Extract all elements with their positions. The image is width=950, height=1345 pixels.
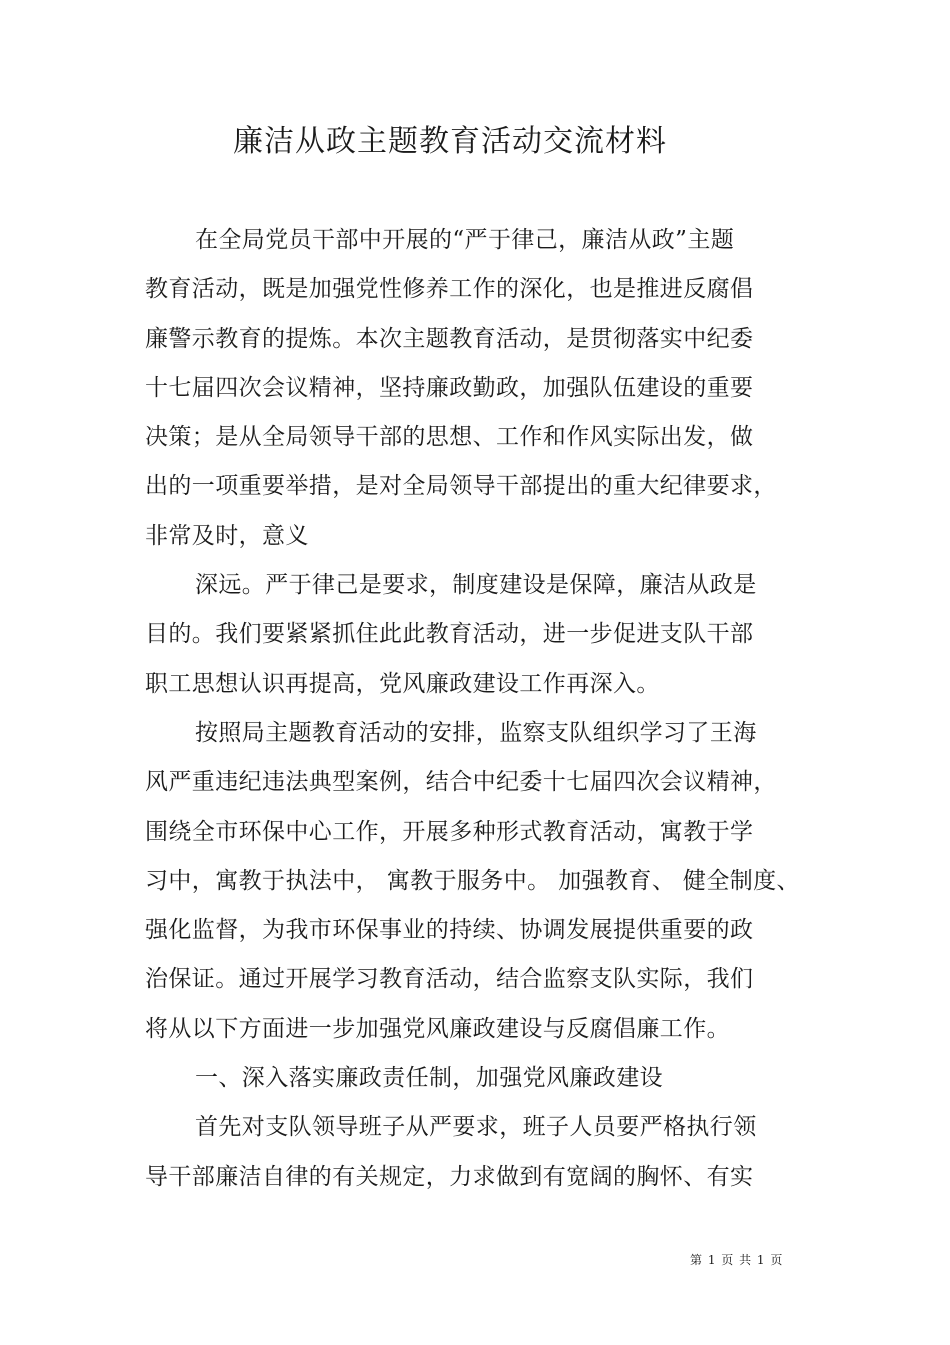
text-line-14: 习中，寓教于执法中， 寓教于服务中。 加强教育、 健全制度、 — [145, 867, 800, 894]
text-line-4: 十七届四次会议精神，坚持廉政勤政，加强队伍建设的重要 — [145, 374, 754, 401]
text-line-2: 教育活动，既是加强党性修养工作的深化，也是推进反腐倡 — [145, 276, 754, 303]
text-line-11: 按照局主题教育活动的安排，监察支队组织学习了王海 — [195, 719, 757, 746]
text-line-16: 治保证。通过开展学习教育活动，结合监察支队实际，我们 — [145, 966, 754, 993]
text-line-17: 将从以下方面进一步加强党风廉政建设与反腐倡廉工作。 — [145, 1015, 730, 1042]
text-line-12: 风严重违纪违法典型案例，结合中纪委十七届四次会议精神， — [145, 769, 777, 796]
page-number-footer: 第 1 页 共 1 页 — [690, 1253, 784, 1267]
document-title: 廉洁从政主题教育活动交流材料 — [233, 124, 667, 159]
text-line-15: 强化监督，为我市环保事业的持续、协调发展提供重要的政 — [145, 917, 754, 944]
text-line-7: 非常及时，意义 — [145, 522, 309, 549]
text-line-3: 廉警示教育的提炼。本次主题教育活动，是贯彻落实中纪委 — [145, 325, 754, 352]
document-body — [145, 222, 800, 1208]
text-line-20: 导干部廉洁自律的有关规定，力求做到有宽阔的胸怀、有实 — [145, 1163, 754, 1190]
text-line-5: 决策；是从全局领导干部的思想、工作和作风实际出发，做 — [145, 424, 754, 451]
text-line-1: 在全局党员干部中开展的“严于律己，廉洁从政”主题 — [195, 227, 735, 253]
text-line-13: 围绕全市环保中心工作，开展多种形式教育活动，寓教于学 — [145, 818, 754, 845]
text-line-6: 出的一项重要举措，是对全局领导干部提出的重大纪律要求， — [145, 473, 777, 500]
text-line-10: 职工思想认识再提高，党风廉政建设工作再深入。 — [145, 670, 660, 697]
text-line-8: 深远。严于律己是要求，制度建设是保障，廉洁从政是 — [195, 572, 757, 599]
text-line-19: 首先对支队领导班子从严要求，班子人员要严格执行领 — [195, 1114, 757, 1141]
section-heading: 一、深入落实廉政责任制，加强党风廉政建设 — [195, 1065, 663, 1092]
text-line-9: 目的。我们要紧紧抓住此此教育活动，进一步促进支队干部 — [145, 621, 754, 648]
